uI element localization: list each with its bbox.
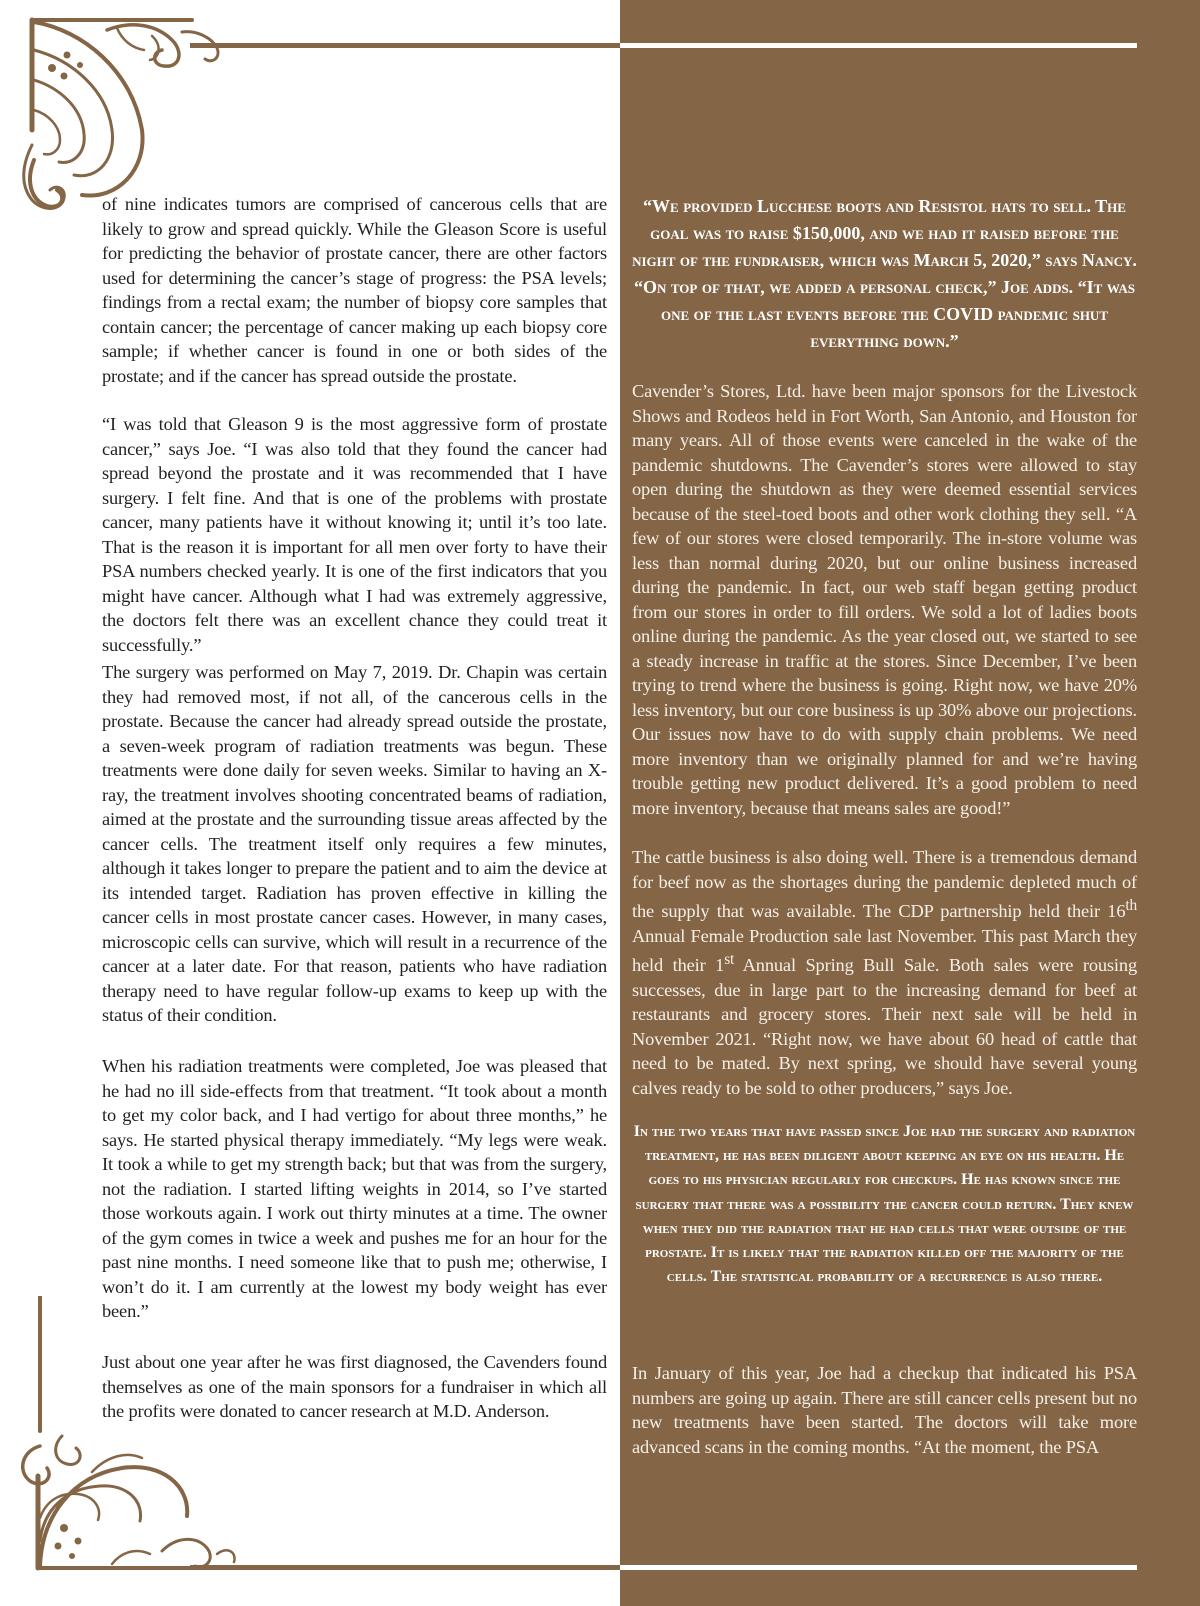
corner-flourish-bottom-left-icon (12, 1296, 242, 1592)
left-paragraph-4: When his radiation treatments were completed, Joe was pleased that he had no ill side-effects from that treatment. “It took about a month to get my color back, and I had vertigo for about three months,” he says. He started physical therapy immediately. “My legs were weak. It took a while to get my strength back; but that was from the surgery, not the radiation. I started lifting weights in 2014, so I’ve started those workouts again. I work out thirty minutes at a time. The owner of the gym comes in twice a week and pushes me for an hour for the past nine months. I need someone like that to push me; otherwise, I won’t do it. I am currently at the lowest my body weight has ever been.” (102, 1056, 607, 1321)
right-paragraph-1: Cavender’s Stores, Ltd. have been major sponsors for the Livestock Shows and Rodeos held in Fort Worth, San Antonio, and Houston for many years. All of those events were canceled in the wake of the pandemic shutdowns. The Cavender’s stores were allowed to stay open during the shutdown as they were deemed essential services because of the steel-toed boots and other work clothing they sell. “A few of our stores were closed temporarily. The in-store volume was less than normal during 2020, but our online business increased during the pandemic. In fact, our web staff began getting product from our stores in order to fill orders. We sold a lot of ladies boots online during the pandemic. As the year closed out, we started to see a steady increase in traffic at the stores. Since December, I’ve been trying to trend where the business is going. Right now, we have 20% less inventory, but our core business is up 30% above our projections. Our issues now have to do with supply chain problems. We need more inventory than we originally planned for and we’re having trouble getting new product delivered. It’s a good problem to need more inventory, because that means sales are good!” (632, 381, 1137, 818)
right-paragraph-3: In January of this year, Joe had a checkup that indicated his PSA numbers are going up again. There are still cancer cells present but no new treatments have been started. The doctors will take more advanced scans in the coming months. “At the moment, the PSA (632, 1363, 1137, 1457)
left-paragraph-3: The surgery was performed on May 7, 2019. Dr. Chapin was certain they had removed most, if not all, of the cancerous cells in the prostate. Because the cancer had already spread outside the prostate, a seven-week program of radiation treatments was begun. These treatments were done daily for seven weeks. Similar to having an X-ray, the treatment involves shooting concentrated beams of radiation, aimed at the prostate and the surrounding tissue areas affected by the cancer cells. The treatment itself only requires a few minutes, although it takes longer to prepare the patient and to aim the device at its intended target. Radiation has proven effective in killing the cancer cells in most prostate cancer cases. However, in many cases, microscopic cells can survive, which will result in a recurrence of the cancer at a later date. For that reason, patients who have radiation therapy need to have regular follow-up exams to keep up with the status of their condition. (102, 662, 607, 1025)
right-paragraph-2 (632, 845, 1137, 1100)
left-paragraph-2: “I was told that Gleason 9 is the most aggressive form of prostate cancer,” says Joe. “I was also told that they found the cancer had spread beyond the prostate and it was recommended that I have surgery. I felt fine. And that is one of the problems with prostate cancer, many patients have it without knowing it; until it’s too late. That is the reason it is important for all men over forty to have their PSA numbers checked yearly. It is one of the first indicators that you might have cancer. Although what I had was extremely aggressive, the doctors felt there was an excellent chance they could treat it successfully.” (102, 414, 607, 655)
bottom-rule-right (620, 1565, 1137, 1570)
left-paragraph-5: Just about one year after he was first diagnosed, the Cavenders found themselves as one of the main sponsors for a fundraiser in which all the profits were donated to cancer research at M.D. Anderson. (102, 1352, 607, 1421)
right-paragraph-2-part-b: Annual Female Production sale last November. This past March they held their 1 (632, 925, 1137, 976)
corner-flourish-top-left-icon (12, 10, 242, 220)
right-paragraph-2-part-a: The cattle business is also doing well. There is a tremendous demand for beef now as the shortages during the pandemic depleted much of the supply that was available. The CDP partnership held their 16 (632, 847, 1137, 922)
right-paragraph-2-part-c: Annual Spring Bull Sale. Both sales were rousing successes, due in large part to the increasing demand for beef at restaurants and grocery stores. Their next sale will be held in November 2021. “Right now, we have about 60 head of cattle that need to be mated. By next spring, we should have several young calves ready to be sold to other producers,” says Joe. (632, 955, 1137, 1098)
ordinal-suffix-th: th (1125, 897, 1137, 914)
top-rule-right (620, 43, 1137, 48)
top-rule-left (190, 43, 620, 48)
pull-quote-1: “We provided Lucchese boots and Resistol hats to sell. The goal was to raise $150,000, and we had it raised before the night of the fundraiser, which was March 5, 2020,” says Nancy. “On top of that, we added a personal check,” Joe adds. “It was one of the last events before the COVID pandemic shut everything down.” (632, 196, 1137, 351)
ordinal-suffix-st: st (724, 951, 735, 969)
left-paragraph-1: of nine indicates tumors are comprised of cancerous cells that are likely to grow and spread quickly. While the Gleason Score is useful for predicting the behavior of prostate cancer, there are other factors used for determining the cancer’s stage of progress: the PSA levels; findings from a rectal exam; the number of biopsy core samples that contain cancer; the percentage of cancer making up each biopsy core sample; if whether cancer is found in one or both sides of the prostate; and if the cancer has spread outside the prostate. (102, 194, 607, 386)
pull-quote-2: In the two years that have passed since Joe had the surgery and radiation treatment, he has been diligent about keeping an eye on his health. He goes to his physician regularly for checkups. He has known since the surgery that there was a possibility the cancer could return. They knew when they did the radiation that he had cells that were outside of the prostate. It is likely that the radiation killed off the majority of the cells. The statistical probability of a recurrence is also there. (633, 1123, 1136, 1286)
bottom-rule-left (190, 1565, 620, 1570)
